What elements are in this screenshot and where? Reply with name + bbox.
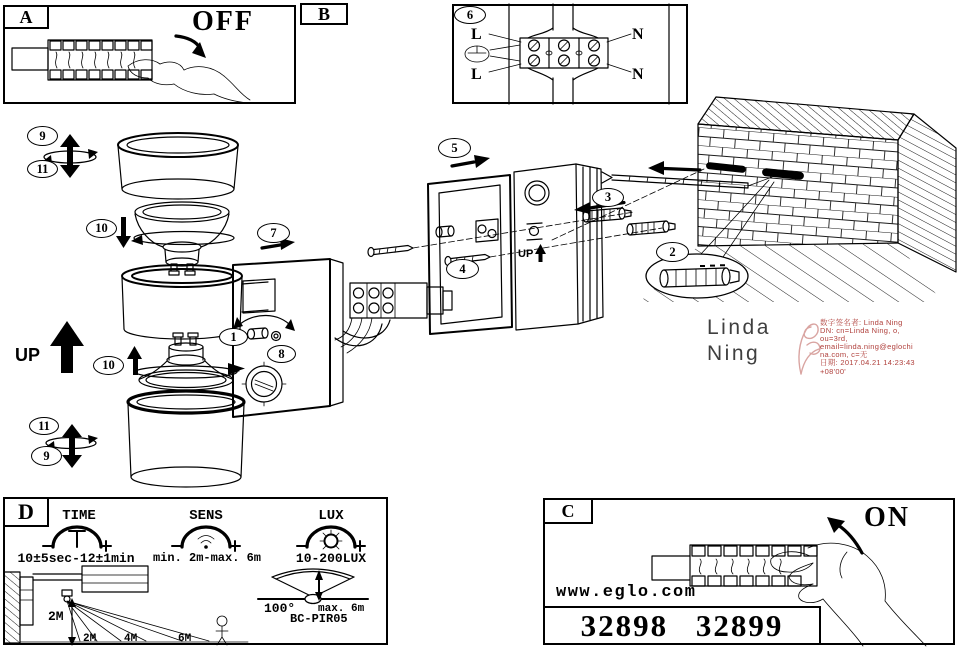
callout-11-bottom: 11 <box>29 417 59 435</box>
callout-9-bottom: 9 <box>31 446 62 466</box>
cert-line: 数字签名者: Linda Ning <box>820 318 903 327</box>
lux-title: LUX <box>318 508 344 524</box>
signature-cert-block <box>820 319 960 376</box>
lux-range: 10-200LUX <box>295 551 367 566</box>
signature-name-first: Linda <box>707 316 771 339</box>
callout-3: 3 <box>592 188 624 207</box>
mount-height-label: 2M <box>48 609 64 624</box>
signature-name-last: Ning <box>707 342 761 365</box>
sensor-model-label: BC-PIR05 <box>290 612 348 626</box>
on-label: ON <box>864 502 910 533</box>
cert-line: 日期: 2017.04.21 14:23:43 <box>820 358 915 368</box>
callout-5: 5 <box>438 138 471 158</box>
callout-11-top: 11 <box>27 160 58 178</box>
signature-rose-icon <box>799 324 820 374</box>
distance-label-2m: 2M <box>83 633 97 645</box>
time-range: 10±5sec-12±1min <box>17 551 135 566</box>
up-label: UP <box>15 345 41 365</box>
panel-b-label: B <box>300 3 348 25</box>
callout-8: 8 <box>267 345 296 363</box>
cert-line: +08'00' <box>820 366 847 376</box>
terminal-label-l2: L <box>471 66 482 83</box>
callout-2: 2 <box>656 242 689 262</box>
sens-title: SENS <box>189 508 223 524</box>
callout-1: 1 <box>219 328 248 346</box>
terminal-label-n1: N <box>632 26 644 43</box>
time-title: TIME <box>62 508 96 524</box>
cert-line: email=linda.ning@eglochi <box>820 342 913 352</box>
mounting-frame <box>368 155 662 334</box>
panel-b-box <box>452 4 688 104</box>
cert-line: DN: cn=Linda Ning, o, <box>820 326 900 336</box>
panel-a-label: A <box>3 5 49 29</box>
frame-up-label: UP <box>518 248 534 260</box>
website-label: www.eglo.com <box>556 583 697 602</box>
panel-c-label: C <box>543 498 593 524</box>
model-numbers: 32898 32899 <box>543 606 821 645</box>
cert-line: ou=3rd, <box>820 334 848 344</box>
distance-label-4m: 4M <box>124 633 138 645</box>
detection-angle-label: 100° <box>264 601 296 616</box>
lamp-back-plate <box>228 238 452 417</box>
terminal-label-n2: N <box>632 66 644 83</box>
distance-label-6m: 6M <box>178 633 192 645</box>
cert-line: na.com, c=无 <box>820 350 868 360</box>
callout-10-bottom: 10 <box>93 356 124 375</box>
panel-d-label: D <box>3 497 49 527</box>
callout-4: 4 <box>446 259 479 279</box>
off-label: OFF <box>192 6 254 37</box>
sens-range: min. 2m-max. 6m <box>152 551 262 565</box>
callout-9-top: 9 <box>27 126 58 146</box>
callout-7: 7 <box>257 223 290 243</box>
terminal-label-l1: L <box>471 26 482 43</box>
detection-range-label: max. 6m <box>318 603 365 615</box>
callout-10-top: 10 <box>86 219 117 238</box>
exploded-lamp <box>42 133 268 487</box>
callout-6: 6 <box>454 6 486 24</box>
